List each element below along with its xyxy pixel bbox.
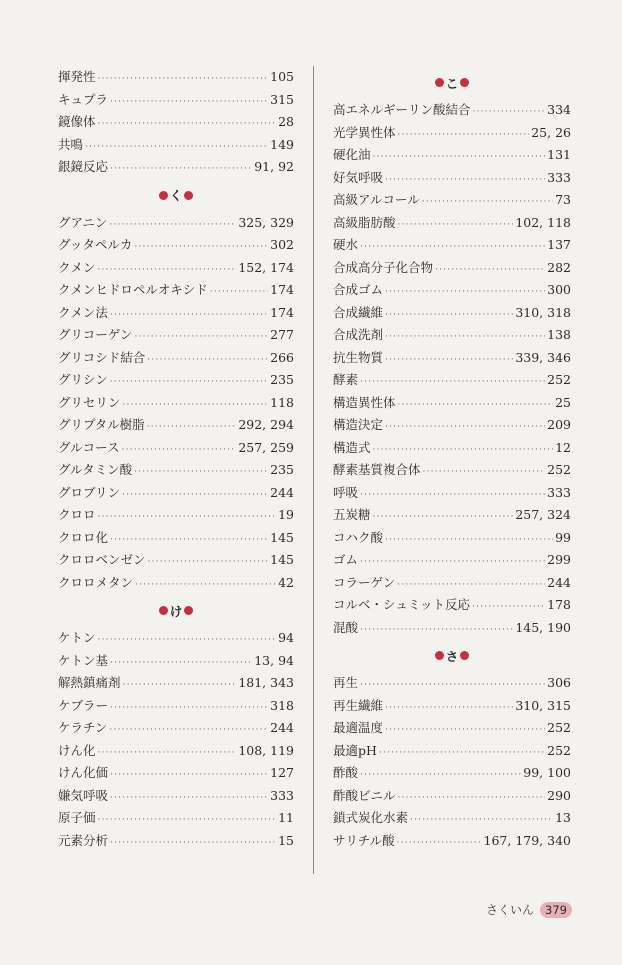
index-term: ケトン基 [58,652,109,668]
page-reference: 25 [555,394,571,410]
dot-leader [110,652,252,675]
page-reference: 266 [270,349,294,365]
dot-leader [110,787,268,810]
index-entry [58,66,294,89]
page-reference: 282 [547,259,571,275]
index-entry [333,99,571,122]
dot-leader [97,259,236,282]
page-reference: 145 [270,552,294,567]
dot-leader [398,214,514,237]
page-reference: 127 [270,765,294,780]
index-entry [333,572,571,595]
index-entry [58,482,294,505]
page-reference: 25, 26 [531,124,571,140]
bullet-dot-icon [460,78,469,87]
page-reference: 105 [270,69,294,84]
dot-leader [109,719,268,742]
dot-leader [148,551,269,574]
section-heading [333,66,571,99]
page-reference: 333 [547,484,571,500]
page-reference: 99, 100 [523,765,571,780]
index-term: クメン [58,259,96,275]
page-reference: 42 [278,574,294,590]
index-term: ゴム [333,552,359,567]
dot-leader [147,416,237,439]
dot-leader [385,304,513,327]
index-term: 五炭糖 [333,507,371,522]
index-entry [58,257,294,280]
index-term: 共鳴 [58,136,84,152]
index-term: 光学異性体 [333,124,396,140]
dot-leader [134,236,268,259]
index-entry [58,392,294,415]
index-entry [58,347,294,370]
index-term: 銀鏡反応 [58,159,109,174]
index-term: グロブリン [58,484,121,500]
dot-leader [385,416,545,439]
page-reference: 302 [270,237,294,252]
index-column-right [333,66,571,852]
index-term: グリプタル樹脂 [58,417,145,432]
section-heading [58,179,294,212]
index-term: 原子価 [58,810,96,825]
index-entry [58,650,294,673]
index-entry [58,279,294,302]
dot-leader [397,832,482,855]
index-term: 合成ゴム [333,282,384,297]
dot-leader [122,394,268,417]
index-term: 解熱鎮痛剤 [58,675,121,690]
index-entry [58,459,294,482]
index-entry [333,717,571,740]
index-term: グルコース [58,439,120,455]
index-entry [58,672,294,695]
index-entry [58,807,294,830]
index-term: サリチル酸 [333,832,395,848]
dot-leader [98,742,237,765]
dot-leader [410,809,553,832]
index-term: グアニン [58,214,108,230]
dot-leader [398,394,554,417]
index-entry [333,257,571,280]
index-entry [333,549,571,572]
index-term: クメン法 [58,304,108,320]
index-term: 硬化油 [333,147,371,162]
index-entry [58,414,294,437]
index-term: 好気呼吸 [333,169,384,185]
index-entry [333,392,571,415]
index-entry [333,122,571,145]
dot-leader [360,236,545,259]
index-term: 再生繊維 [333,697,384,713]
index-term: ケトン [58,630,96,645]
dot-leader [110,697,268,720]
page-number-badge: 379 [540,902,572,918]
dot-leader [122,484,268,507]
index-term: コラーゲン [333,574,396,590]
dot-leader [110,304,268,327]
index-term: 構造異性体 [333,394,396,410]
bullet-dot-icon [159,191,168,200]
index-entry [58,369,294,392]
index-entry [333,617,571,640]
index-entry [58,324,294,347]
page-reference: 235 [270,372,294,387]
dot-leader [385,697,513,720]
page-reference: 145, 190 [515,619,571,635]
index-term: コルベ・シュミット反応 [333,597,471,612]
index-term: 酢酸 [333,765,359,780]
page-reference: 292, 294 [238,417,294,432]
dot-leader [123,674,237,697]
dot-leader [398,124,530,147]
page-reference: 11 [278,810,294,825]
index-term: 嫌気呼吸 [58,787,109,803]
index-term: クロロ [58,507,96,522]
column-divider [313,66,314,874]
index-column-left [58,66,294,852]
page-reference: 138 [547,327,571,342]
index-term: 高級アルコール [333,192,420,207]
page-reference: 244 [270,720,294,735]
dot-leader [385,281,545,304]
index-entry [333,830,571,853]
index-term: 酵素基質複合体 [333,462,421,477]
index-entry [333,437,571,460]
dot-leader [423,461,546,484]
section-label: こ [445,75,459,91]
index-term: 呼吸 [333,484,359,500]
index-entry [58,302,294,325]
dot-leader [134,461,268,484]
index-entry [58,785,294,808]
index-term: 合成高分子化合物 [333,259,434,275]
dot-leader [122,439,237,462]
dot-leader [422,191,553,214]
index-term: クメンヒドロペルオキシド [58,282,208,297]
dot-leader [110,371,268,394]
bullet-dot-icon [159,606,168,615]
dot-leader [397,574,545,597]
dot-leader [360,484,545,507]
dot-leader [360,674,545,697]
page-reference: 334 [547,102,571,117]
page-reference: 333 [270,787,294,803]
dot-leader [98,68,269,91]
index-term: けん化価 [58,765,109,780]
dot-leader [385,169,545,192]
index-term: 揮発性 [58,69,96,84]
page-reference: 252 [547,462,571,477]
index-entry [58,111,294,134]
page-reference: 209 [547,417,571,432]
page-reference: 28 [278,114,294,129]
index-entry [333,527,571,550]
dot-leader [435,259,545,282]
page-reference: 152, 174 [238,259,294,275]
bullet-dot-icon [460,651,469,660]
index-term: 酵素 [333,372,359,387]
dot-leader [373,146,546,169]
index-entry [333,279,571,302]
index-entry [58,549,294,572]
index-entry [333,459,571,482]
section-label: け [169,603,183,619]
index-entry [333,762,571,785]
index-term: 元素分析 [58,832,109,848]
index-entry [58,627,294,650]
page-reference: 306 [547,675,571,690]
dot-leader [360,551,545,574]
index-term: 鏡像体 [58,114,96,129]
page-reference: 333 [547,169,571,185]
index-term: コハク酸 [333,529,384,545]
index-term: グリコーゲン [58,327,133,342]
dot-leader [385,326,545,349]
index-entry [58,830,294,853]
bullet-dot-icon [184,606,193,615]
index-term: 構造決定 [333,417,384,432]
dot-leader [472,596,545,619]
section-heading [58,594,294,627]
index-entry [58,527,294,550]
page-reference: 145 [270,529,294,545]
index-entry [333,672,571,695]
index-term: クロロベンゼン [58,552,146,567]
index-entry [333,807,571,830]
index-entry [333,144,571,167]
index-term: 抗生物質 [333,349,384,365]
page-reference: 244 [270,484,294,500]
index-entry [333,189,571,212]
index-term: グッタペルカ [58,237,133,252]
page-reference: 257, 259 [238,439,294,455]
section-label: さ [445,648,459,664]
index-entry [58,717,294,740]
dot-leader [360,764,521,787]
page-reference: 235 [270,462,294,477]
dot-leader [110,158,252,181]
page-reference: 19 [278,507,294,522]
dot-leader [135,326,269,349]
index-entry [58,156,294,179]
page-reference: 252 [547,742,571,758]
dot-leader [373,506,514,529]
index-entry [333,324,571,347]
page-reference: 167, 179, 340 [483,832,571,848]
index-term: キュプラ [58,91,109,107]
page-reference: 174 [270,282,294,297]
dot-leader [98,809,277,832]
page-reference: 102, 118 [515,214,571,230]
dot-leader [385,529,553,552]
dot-leader [147,349,268,372]
index-entry [333,482,571,505]
index-entry [58,740,294,763]
dot-leader [110,91,268,114]
index-term: 再生 [333,675,359,690]
page-reference: 174 [270,304,294,320]
dot-leader [98,113,277,136]
index-term: 混酸 [333,619,359,635]
index-term: 構造式 [333,439,371,455]
page-reference: 299 [547,552,571,567]
dot-leader [110,764,268,787]
dot-leader [110,529,268,552]
index-entry [333,504,571,527]
dot-leader [109,214,236,237]
page-reference: 339, 346 [515,349,571,365]
index-entry [333,594,571,617]
dot-leader [473,101,546,124]
index-entry [333,695,571,718]
page-reference: 181, 343 [238,675,294,690]
page-reference: 252 [547,720,571,735]
index-term: 硬水 [333,237,359,252]
index-entry [333,369,571,392]
index-entry [333,347,571,370]
page-reference: 325, 329 [238,214,294,230]
bullet-dot-icon [435,78,444,87]
page-reference: 137 [547,237,571,252]
index-term: けん化 [58,742,96,758]
dot-leader [98,629,277,652]
page-reference: 13 [555,810,571,825]
index-entry [58,234,294,257]
bullet-dot-icon [435,651,444,660]
page-reference: 118 [270,394,294,410]
page-reference: 15 [278,832,294,848]
index-entry [58,504,294,527]
index-entry [58,437,294,460]
index-entry [333,167,571,190]
dot-leader [373,439,554,462]
index-entry [333,302,571,325]
dot-leader [398,787,546,810]
section-heading [333,639,571,672]
page-reference: 310, 315 [515,697,571,713]
index-term: グリセリン [58,394,121,410]
page-reference: 277 [270,327,294,342]
page-reference: 73 [555,192,571,207]
page-footer [486,901,572,918]
dot-leader [98,506,277,529]
page-reference: 178 [547,597,571,612]
dot-leader [210,281,268,304]
page-reference: 131 [547,147,571,162]
index-term: 最適温度 [333,720,384,735]
index-term: グリコシド結合 [58,349,146,365]
index-entry [58,134,294,157]
bullet-dot-icon [184,191,193,200]
index-term: グルタミン酸 [58,462,133,477]
dot-leader [110,832,276,855]
index-entry [333,414,571,437]
page-reference: 290 [547,787,571,803]
page-reference: 310, 318 [515,304,571,320]
index-entry [58,762,294,785]
index-term: 鎖式炭化水素 [333,810,409,825]
page-reference: 315 [270,91,294,107]
page-reference: 300 [547,282,571,297]
index-term: 合成繊維 [333,304,384,320]
page-reference: 94 [278,630,294,645]
dot-leader [135,574,276,597]
index-term: クロロ化 [58,529,109,545]
index-term: 高級脂肪酸 [333,214,396,230]
dot-leader [379,742,545,765]
index-term: 酢酸ビニル [333,787,396,803]
page-reference: 99 [555,529,571,545]
page-reference: 12 [555,439,571,455]
index-entry [58,89,294,112]
page-reference: 244 [547,574,571,590]
section-label: く [169,188,183,203]
index-entry [333,785,571,808]
index-term: ケブラー [58,697,109,713]
index-term: 合成洗剤 [333,327,384,342]
index-entry [58,572,294,595]
dot-leader [85,136,268,159]
dot-leader [385,719,545,742]
page-reference: 91, 92 [254,159,294,174]
index-entry [333,212,571,235]
page-reference: 318 [270,697,294,713]
dot-leader [385,349,513,372]
page-reference: 149 [270,136,294,152]
index-term: グリシン [58,372,108,387]
index-term: ケラチン [58,720,108,735]
page-reference: 257, 324 [515,507,571,522]
dot-leader [360,371,545,394]
index-term: クロロメタン [58,574,134,590]
page-reference: 13, 94 [254,652,294,668]
page-reference: 108, 119 [238,742,294,758]
index-entry [333,740,571,763]
footer-label: さくいん [486,903,535,917]
index-entry [58,212,294,235]
index-entry [333,234,571,257]
dot-leader [360,619,513,642]
index-term: 最適pH [333,742,377,758]
page-reference: 252 [547,372,571,387]
index-entry [58,695,294,718]
index-term: 高エネルギーリン酸結合 [333,102,471,117]
